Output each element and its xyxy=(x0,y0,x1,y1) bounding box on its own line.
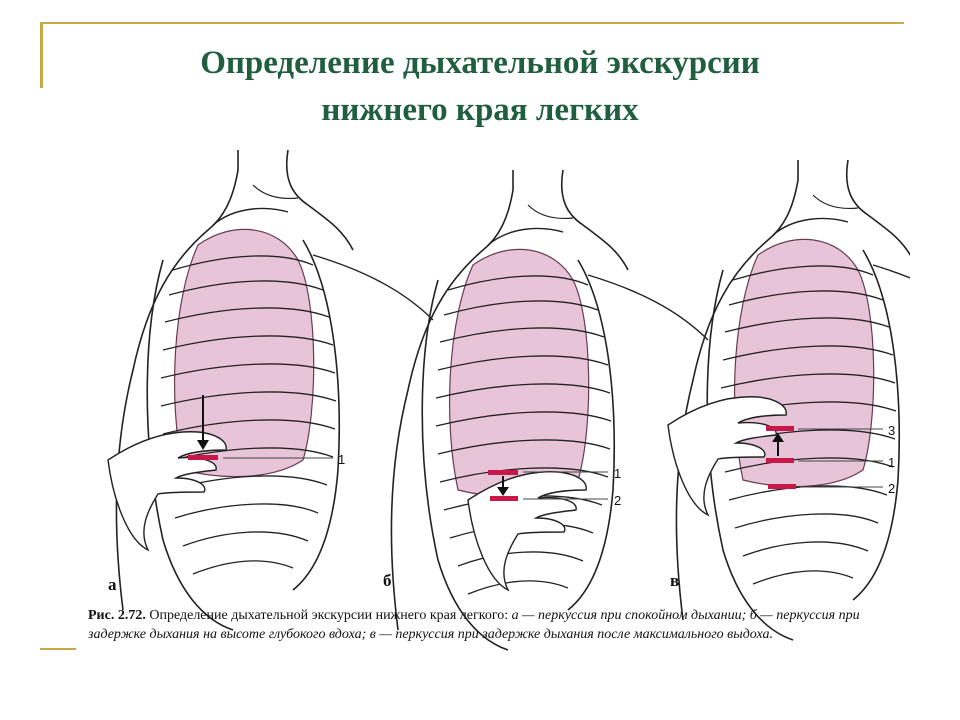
panel-letter-c: в xyxy=(670,571,680,590)
percussion-marker xyxy=(766,458,794,463)
percussion-marker xyxy=(768,484,796,489)
label-number: 2 xyxy=(888,481,896,496)
percussion-marker xyxy=(766,426,794,431)
slide-frame-bottom-accent xyxy=(40,648,76,650)
caption-parts: а — перкуссия при спокойном дыхании; б — перкуссия при задержке дыхания на высоте глубокого вдоха; в — перкуссия при задержке дыхания после максимального выдоха. xyxy=(88,608,860,642)
figure-caption xyxy=(88,606,888,644)
panel-letter-b: б xyxy=(383,571,392,590)
label-number: 3 xyxy=(888,423,896,438)
label-number: 2 xyxy=(614,493,622,508)
label-number: 1 xyxy=(888,455,896,470)
figure-id: Рис. 2.72. xyxy=(88,608,146,623)
slide-frame-vertical xyxy=(40,22,43,88)
percussion-marker xyxy=(490,496,518,501)
slide-title-line-1: Определение дыхательной экскурсии xyxy=(200,45,760,81)
percussion-marker xyxy=(188,455,218,460)
label-number: 1 xyxy=(614,466,622,481)
slide-frame-horizontal xyxy=(40,22,904,24)
panel-a xyxy=(108,150,433,630)
percussion-marker xyxy=(488,470,518,475)
label-number: 1 xyxy=(338,452,346,467)
lung-excursion-figure xyxy=(78,150,910,680)
panel-b xyxy=(383,170,708,650)
caption-main: Определение дыхательной экскурсии нижнего края легкого: xyxy=(145,608,512,623)
panel-c xyxy=(668,160,910,640)
slide-title xyxy=(60,40,900,134)
slide-title-line-2: нижнего края легких xyxy=(321,92,639,128)
panel-letter-a: а xyxy=(108,575,117,594)
